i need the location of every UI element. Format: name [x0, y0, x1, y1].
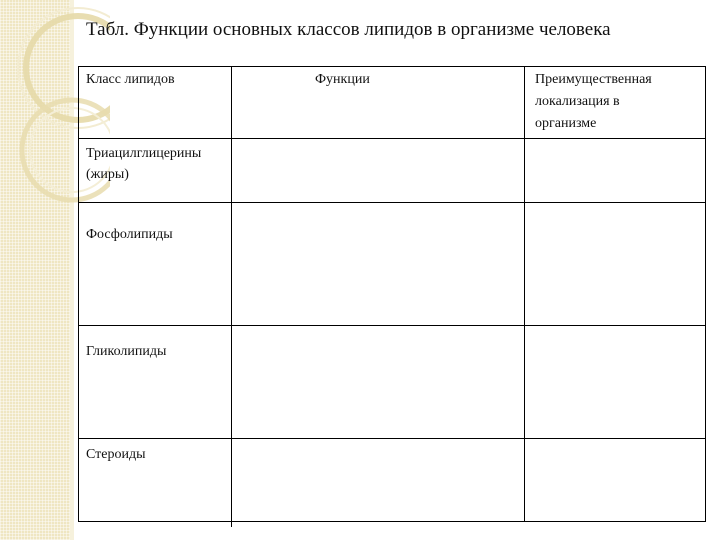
lipids-table — [78, 66, 706, 522]
row-label-triacylglycerols-line2: (жиры) — [86, 167, 129, 182]
header-class: Класс липидов — [86, 72, 175, 87]
header-localization-line3: организме — [535, 116, 597, 131]
table-border-right — [705, 66, 706, 522]
row-label-steroids: Стероиды — [86, 447, 146, 462]
row-divider-4 — [78, 438, 706, 439]
row-label-triacylglycerols-line1: Триацилглицерины — [86, 146, 202, 161]
table-border-bottom — [78, 521, 706, 522]
row-divider-2 — [78, 202, 706, 203]
table-border-top — [78, 66, 706, 67]
row-label-glycolipids: Гликолипиды — [86, 344, 167, 359]
page-title: Табл. Функции основных классов липидов в организме человека — [86, 19, 611, 40]
header-localization-line1: Преимущественная — [535, 72, 652, 87]
row-label-phospholipids: Фосфолипиды — [86, 227, 173, 242]
header-localization-line2: локализация в — [535, 94, 620, 109]
table-border-left — [78, 66, 79, 522]
row-divider-3 — [78, 325, 706, 326]
column-divider-1 — [231, 66, 232, 527]
header-functions: Функции — [315, 72, 370, 87]
column-divider-2 — [524, 66, 525, 522]
row-divider-1 — [78, 138, 706, 139]
